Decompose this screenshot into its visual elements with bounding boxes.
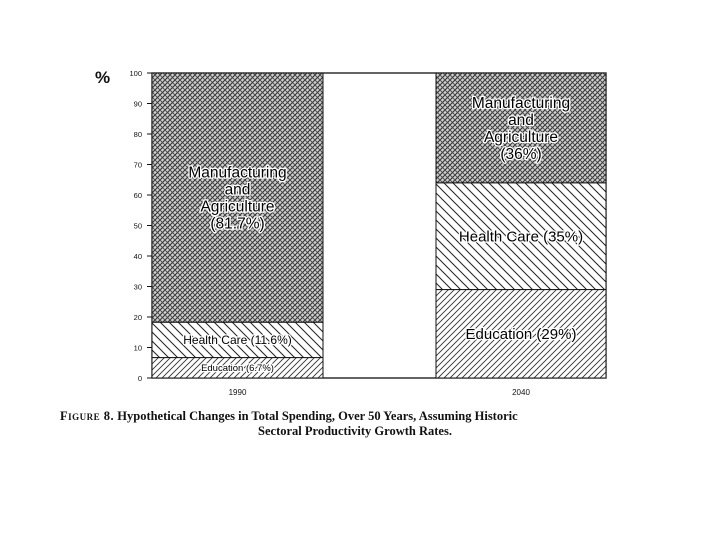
caption-line-1: Hypothetical Changes in Total Spending, Over 50 Years, Assuming Historic (117, 409, 518, 423)
y-tick-label: 70 (133, 160, 142, 170)
segment-label: Health Care (35%) (458, 228, 584, 246)
segment-label: (36%) (500, 145, 542, 163)
y-tick-label: 90 (133, 99, 142, 109)
segment-label: and (224, 181, 251, 199)
segment-label: Agriculture (200, 198, 275, 216)
segment-label: Health Care (11.6%) (183, 333, 292, 348)
segment-label: Manufacturing (188, 164, 287, 182)
y-tick-label: 10 (133, 343, 142, 353)
x-category-label: 2040 (512, 388, 530, 397)
y-tick-label: 20 (133, 313, 142, 322)
y-tick-label: 30 (133, 282, 142, 292)
segment-label: Manufacturing (471, 94, 571, 112)
segment-label: Education (29%) (465, 326, 577, 344)
y-axis-label: % (95, 68, 111, 87)
segment-label: Agriculture (483, 128, 559, 146)
y-tick-label: 100 (129, 69, 142, 78)
figure-caption (60, 409, 650, 439)
segment-label: (81.7%) (210, 215, 265, 233)
y-tick-label: 0 (137, 374, 142, 383)
caption-line-2: Sectoral Productivity Growth Rates. (258, 424, 452, 438)
y-tick-label: 80 (133, 130, 142, 139)
y-tick-label: 40 (133, 252, 142, 261)
y-tick-label: 50 (133, 221, 142, 231)
y-tick-label: 60 (133, 191, 142, 200)
segment-label: Education (6.7%) (201, 363, 274, 375)
figure-label: Figure 8. (60, 409, 115, 423)
x-category-label: 1990 (228, 388, 247, 397)
segment-label: and (508, 111, 534, 129)
